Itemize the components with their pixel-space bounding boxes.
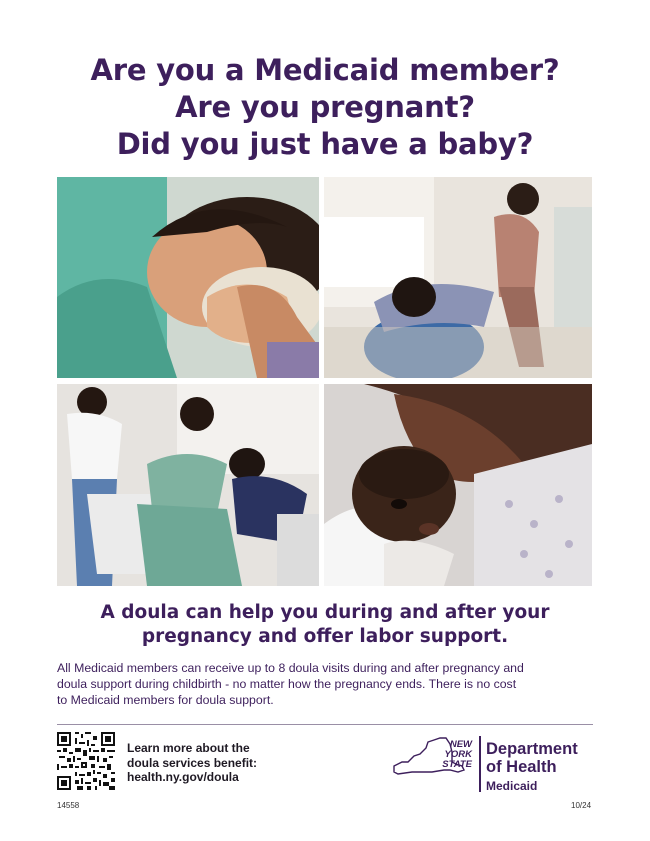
body-line-2: doula support during childbirth - no matter how the pregnancy ends. There is no cost xyxy=(57,677,517,691)
footer-divider xyxy=(57,724,593,725)
new-york-state-logo-text xyxy=(428,740,472,770)
ny-line-2: YORK xyxy=(444,749,472,760)
mother-kissing-newborn-photo xyxy=(324,384,592,586)
ny-line-3: STATE xyxy=(442,759,472,770)
doula-link[interactable]: health.ny.gov/doula xyxy=(127,770,239,784)
document-code: 14558 xyxy=(57,801,80,810)
labor-support-birth-ball-photo xyxy=(324,177,592,378)
doula-subhead xyxy=(0,601,650,649)
benefit-description xyxy=(57,660,597,708)
pregnant-woman-resting-photo xyxy=(57,177,319,378)
logo-divider xyxy=(479,736,481,792)
headline xyxy=(0,52,650,163)
dept-line-1: Department xyxy=(486,740,578,758)
learn-line-2: doula services benefit: xyxy=(127,755,258,770)
subhead-line-2: pregnancy and offer labor support. xyxy=(141,626,509,647)
headline-line-2: Are you pregnant? xyxy=(175,90,475,124)
learn-line-1: Learn more about the xyxy=(127,741,250,755)
dept-line-3: Medicaid xyxy=(486,779,538,793)
department-of-health-logo xyxy=(486,740,596,794)
document-date: 10/24 xyxy=(571,801,592,810)
body-line-3: to Medicaid members for doula support. xyxy=(57,693,274,707)
headline-line-1: Are you a Medicaid member? xyxy=(90,53,560,87)
subhead-line-1: A doula can help you during and after your xyxy=(100,602,550,623)
doula-assisting-labor-photo xyxy=(57,384,319,586)
learn-more-text xyxy=(127,741,327,785)
dept-line-2: of Health xyxy=(486,758,557,776)
qr-code-icon[interactable] xyxy=(57,732,115,790)
body-line-1: All Medicaid members can receive up to 8 doula visits during and after pregnancy and xyxy=(57,661,524,675)
headline-line-3: Did you just have a baby? xyxy=(116,127,534,161)
ny-line-1: NEW xyxy=(449,739,472,750)
